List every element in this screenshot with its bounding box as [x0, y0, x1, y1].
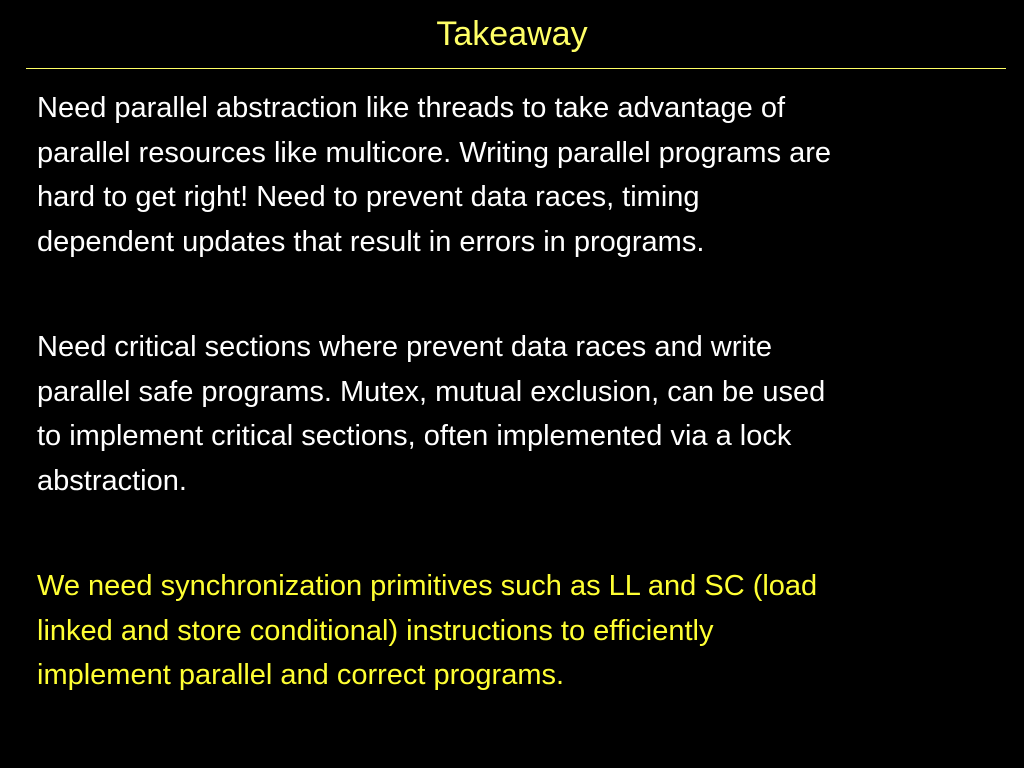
- paragraph-line: to implement critical sections, often implemented via a lock: [37, 420, 792, 452]
- paragraph-synchronization-primitives: [37, 564, 997, 698]
- paragraph-line: parallel safe programs. Mutex, mutual exclusion, can be used: [37, 375, 826, 408]
- paragraph-line: Need parallel abstraction like threads to take advantage of: [37, 92, 786, 124]
- paragraph-line: hard to get right! Need to prevent data races, timing: [37, 181, 700, 213]
- paragraph-line: We need synchronization primitives such as LL and SC (load: [37, 570, 818, 602]
- paragraph-critical-sections: [37, 325, 997, 503]
- title-divider: [26, 68, 1006, 69]
- paragraph-line: Need critical sections where prevent data races and write: [37, 331, 773, 363]
- paragraph-parallel-abstraction: [37, 86, 997, 264]
- paragraph-line: abstraction.: [37, 464, 187, 497]
- paragraph-line: linked and store conditional) instructions to efficiently: [37, 614, 714, 647]
- paragraph-line: dependent updates that result in errors in programs.: [37, 225, 705, 258]
- paragraph-line: parallel resources like multicore. Writing parallel programs are: [37, 136, 832, 169]
- slide-title: Takeaway: [436, 15, 588, 53]
- paragraph-line: implement parallel and correct programs.: [37, 659, 565, 691]
